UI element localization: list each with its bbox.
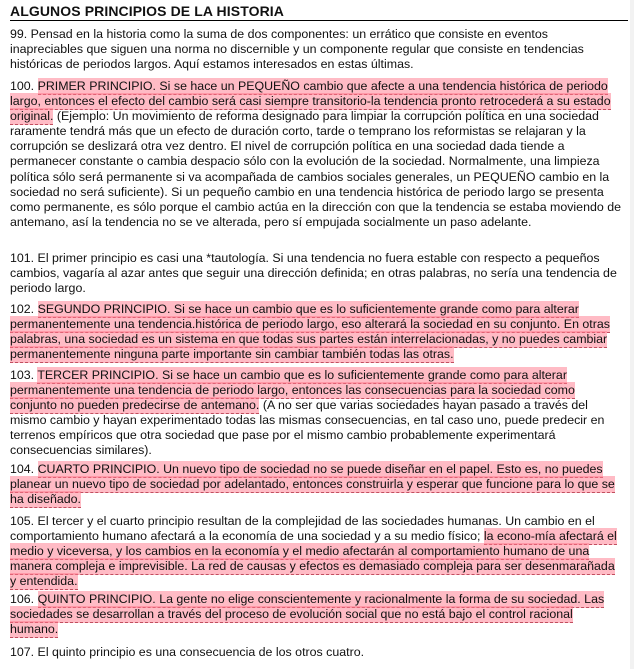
paragraph-102-number: 102.: [10, 302, 38, 316]
paragraph-102: [10, 302, 622, 362]
document-title: ALGUNOS PRINCIPIOS DE LA HISTORIA: [10, 3, 628, 21]
fourth-principle-highlight: CUARTO PRINCIPIO. Un nuevo tipo de sociedad no se puede diseñar en el papel. Esto es, no puedes planear un nuevo tipo de sociedad por adelantado, entonces construirla y esperar que funcione para lo que se ha diseñado.: [10, 462, 615, 507]
paragraph-101: [10, 251, 622, 296]
paragraph-103-note: (A no ser que varias sociedades hayan pasado a través del mismo cambio y hayan experimentado todas las mismas consecuencias, en tal caso uno, puede predecir en terrenos empíricos que otra sociedad que pase por el mismo cambio probablemente experimentará consecuencias similares).: [10, 398, 605, 458]
paragraph-99: [10, 27, 622, 72]
paragraph-105-highlight: la econo-mía afectará el medio y viceversa, y los cambios en la economía y el medio afectarán al comportamiento humano de una manera compleja e imprevisible. La red de causas y efectos es demasiado compleja para ser desenmarañada y entendida.: [10, 529, 617, 589]
second-principle-highlight: SEGUNDO PRINCIPIO. Si se hace un cambio que es lo suficientemente grande como para alterar permanentemente una tendencia.histórica de periodo largo, eso alterará la sociedad en su conjunto. En otras palabras, una sociedad es un sistema en que todas sus partes están interrelacionadas, y no puedes cambiar permanentemente ninguna parte importante sin cambiar también todas las otras.: [10, 302, 610, 362]
paragraph-104-number: 104.: [10, 462, 38, 476]
first-principle-highlight: PRIMER PRINCIPIO. Si se hace un PEQUEÑO cambio que afecte a una tendencia histórica de periodo largo, entonces el efecto del cambio será casi siempre transitorio-la tendencia pronto retrocederá a su estado original.: [10, 79, 611, 124]
paragraph-106-number: 106.: [10, 592, 38, 606]
paragraph-100-example: (Ejemplo: Un movimiento de reforma designado para limpiar la corrupción política en una sociedad raramente tendrá más que un efecto de duración corto, tarde o temprano los reformistas se relajaran y la corrupción se deslizará otra vez dentro. El nivel de corrupción política en una sociedad dada tiende a permanecer constante o cambia despacio sólo con la evolución de la sociedad. Normalmente, una limpieza política sólo será permanente si va acompañada de cambios sociales generales, un PEQUEÑO cambio en la sociedad no será suficiente). Si un pequeño cambio en una tendencia histórica de periodo largo se presenta como permanente, es sólo porque el cambio actúa en la dirección con que la tendencia se estaba moviendo de antemano, así la tendencia no se ve alterada, pero sí empujada socialmente un paso adelante.: [10, 109, 621, 229]
paragraph-105: [10, 514, 622, 589]
paragraph-100: [10, 79, 622, 230]
paragraph-107-text: 107. El quinto principio es una consecuencia de los otros cuatro.: [10, 645, 365, 659]
paragraph-106: [10, 592, 622, 637]
page-edge-divider: [630, 0, 634, 669]
third-principle-highlight: TERCER PRINCIPIO. Si se hace un cambio que es lo suficientemente grande como para alterar permanentemente una tendencia de periodo largo, entonces las consecuencias para la sociedad como conjunto no pueden predecirse de antemano.: [10, 368, 575, 413]
paragraph-107: [10, 645, 622, 660]
paragraph-104: [10, 462, 622, 507]
fifth-principle-highlight: QUINTO PRINCIPIO. La gente no elige conscientemente y racionalmente la forma de su sociedad. Las sociedades se desarrollan a través del proceso de evolución social que no está bajo el control racional humano.: [10, 592, 605, 637]
paragraph-103: [10, 368, 622, 459]
paragraph-105-text: 105. El tercer y el cuarto principio resultan de la complejidad de las sociedades humanas. Un cambio en el comportamiento humano afectará a la economía de una sociedad y a su medio físico;: [10, 514, 595, 544]
paragraph-103-number: 103.: [10, 368, 38, 382]
paragraph-100-number: 100.: [10, 79, 38, 93]
paragraph-101-text: 101. El primer principio es casi una *tautología. Si una tendencia no fuera estable con respecto a pequeños cambios, vagaría al azar antes que seguir una dirección definida; en otras palabras, no sería una tendencia de periodo largo.: [10, 251, 617, 296]
paragraph-99-text: 99. Pensad en la historia como la suma de dos componentes: un errático que consiste en eventos inapreciables que siguen una norma no discernible y un componente regular que consiste en tendencias históricas de periodos largos. Aquí estamos interesados en estas últimas.: [10, 27, 584, 72]
